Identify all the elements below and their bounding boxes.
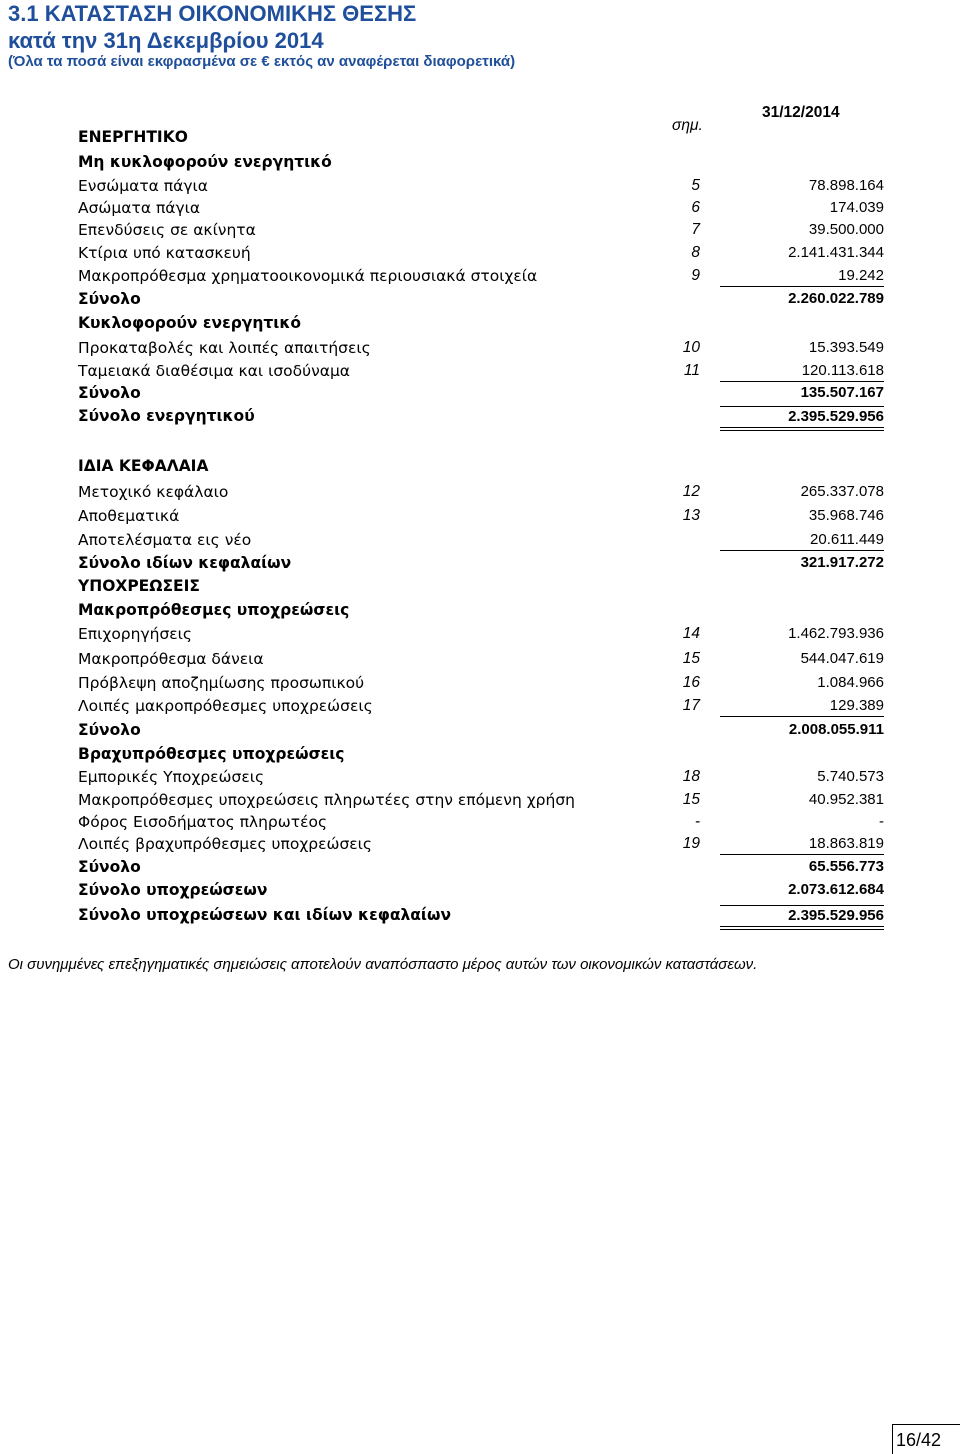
page-title: 3.1 ΚΑΤΑΣΤΑΣΗ ΟΙΚΟΝΟΜΙΚΗΣ ΘΕΣΗΣ [8,1,417,26]
row-label: Μακροπρόθεσμες υποχρεώσεις πληρωτέες στην επόμενη χρήση [78,791,575,809]
row-amount: 5.740.573 [817,768,884,785]
row-note: 14 [682,625,700,642]
table-row [78,152,888,174]
row-amount: 78.898.164 [808,177,884,194]
row-label: Αποτελέσματα εις νέο [78,531,252,549]
table-row [78,198,888,220]
row-note: 7 [691,221,700,238]
row-label: Μετοχικό κεφάλαιο [78,483,229,501]
row-label: ΥΠΟΧΡΕΩΣΕΙΣ [78,577,200,595]
row-label: Φόρος Εισοδήματος πληρωτέος [78,813,328,831]
table-row [78,127,888,149]
page-number: 16/42 [896,1430,942,1450]
table-row [78,720,888,742]
row-label: Ενσώματα πάγια [78,177,208,195]
row-note: 15 [682,791,700,808]
table-row [78,905,888,927]
row-label: Επιχορηγήσεις [78,625,193,643]
table-row [78,790,888,812]
row-label: ΕΝΕΡΓΗΤΙΚΟ [78,128,188,146]
row-label: ΙΔΙΑ ΚΕΦΑΛΑΙΑ [78,457,209,475]
row-label: Κυκλοφορούν ενεργητικό [78,314,301,332]
table-row [78,812,888,834]
row-amount: 1.084.966 [817,674,884,691]
row-amount: 544.047.619 [800,650,884,667]
table-row [78,220,888,242]
table-row [78,857,888,879]
row-note: 16 [682,674,700,691]
row-label: Λοιπές βραχυπρόθεσμες υποχρεώσεις [78,835,373,853]
table-row [78,266,888,288]
row-amount: 35.968.746 [808,507,884,524]
row-label: Σύνολο [78,721,141,739]
table-row [78,406,888,428]
row-label: Λοιπές μακροπρόθεσμες υποχρεώσεις [78,697,373,715]
row-amount: 2.395.529.956 [720,406,884,431]
row-label: Πρόβλεψη αποζημίωσης προσωπικού [78,674,365,692]
table-row [78,553,888,575]
row-note: 5 [691,177,700,194]
row-note: 10 [682,339,700,356]
row-amount: 40.952.381 [808,791,884,808]
table-row [78,383,888,405]
row-label: Επενδύσεις σε ακίνητα [78,221,256,239]
row-amount: 265.337.078 [800,483,884,500]
row-label: Σύνολο υποχρεώσεων και ιδίων κεφαλαίων [78,906,451,924]
row-amount: 2.141.431.344 [788,244,884,261]
row-amount: 120.113.618 [720,361,884,382]
footer-note: Οι συνημμένες επεξηγηματικές σημειώσεις αποτελούν αναπόσπαστο μέρος αυτών των οικονομικών καταστάσεων. [8,956,758,973]
currency-note: (Όλα τα ποσά είναι εκφρασμένα σε € εκτός αν αναφέρεται διαφορετικά) [8,53,516,70]
table-row [78,744,888,766]
row-note: 8 [691,244,700,261]
table-row [78,530,888,552]
table-row [78,649,888,671]
page-subtitle: κατά την 31η Δεκεμβρίου 2014 [8,28,324,53]
row-amount: 20.611.449 [720,530,884,551]
row-amount: 18.863.819 [720,834,884,855]
row-note: 17 [682,697,700,714]
row-amount: 2.073.612.684 [788,881,884,898]
row-label: Αποθεματικά [78,507,180,525]
row-amount: 15.393.549 [808,339,884,356]
table-row [78,338,888,360]
row-amount: 19.242 [720,266,884,287]
row-label: Προκαταβολές και λοιπές απαιτήσεις [78,339,371,357]
row-amount: 174.039 [829,199,884,216]
row-note: - [694,813,700,830]
row-note: 6 [691,199,700,216]
page-divider-tick [892,1424,893,1454]
column-header-date: 31/12/2014 [762,104,840,121]
table-row [78,673,888,695]
row-amount: 65.556.773 [808,858,884,875]
table-row [78,767,888,789]
row-note: 9 [691,267,700,284]
column-header-note: σημ. [672,117,703,134]
row-label: Εμπορικές Υποχρεώσεις [78,768,265,786]
table-row [78,834,888,856]
row-note: 19 [682,835,700,852]
table-row [78,506,888,528]
row-note: 18 [682,768,700,785]
table-row [78,600,888,622]
table-row [78,361,888,383]
row-label: Σύνολο [78,384,141,402]
row-label: Μακροπρόθεσμα χρηματοοικονομικά περιουσιακά στοιχεία [78,267,538,285]
row-amount: 321.917.272 [800,554,884,571]
row-amount: 129.389 [720,696,884,717]
row-amount: 135.507.167 [800,384,884,401]
row-label: Μακροπρόθεσμες υποχρεώσεις [78,601,350,619]
row-amount: 39.500.000 [808,221,884,238]
table-row [78,243,888,265]
row-label: Σύνολο [78,290,141,308]
table-row [78,289,888,311]
row-label: Ασώματα πάγια [78,199,201,217]
row-amount: 1.462.793.936 [788,625,884,642]
row-amount: 2.008.055.911 [788,721,884,738]
row-amount: 2.395.529.956 [720,905,884,930]
row-label: Μη κυκλοφορούν ενεργητικό [78,153,332,171]
row-label: Σύνολο ιδίων κεφαλαίων [78,554,292,572]
row-note: 11 [683,362,700,379]
row-note: 13 [682,507,700,524]
table-row [78,482,888,504]
table-row [78,880,888,902]
row-label: Κτίρια υπό κατασκευή [78,244,251,262]
row-label: Σύνολο [78,858,141,876]
row-amount: - [879,813,884,830]
table-row [78,624,888,646]
row-note: 15 [682,650,700,667]
table-row [78,313,888,335]
table-row [78,456,888,478]
row-label: Βραχυπρόθεσμες υποχρεώσεις [78,745,345,763]
row-note: 12 [682,483,700,500]
row-label: Σύνολο ενεργητικού [78,407,255,425]
row-label: Μακροπρόθεσμα δάνεια [78,650,264,668]
row-label: Σύνολο υποχρεώσεων [78,881,268,899]
row-amount: 2.260.022.789 [788,290,884,307]
row-label: Ταμειακά διαθέσιμα και ισοδύναμα [78,362,351,380]
page-divider [892,1424,960,1425]
table-row [78,696,888,718]
table-row [78,576,888,598]
table-row [78,176,888,198]
